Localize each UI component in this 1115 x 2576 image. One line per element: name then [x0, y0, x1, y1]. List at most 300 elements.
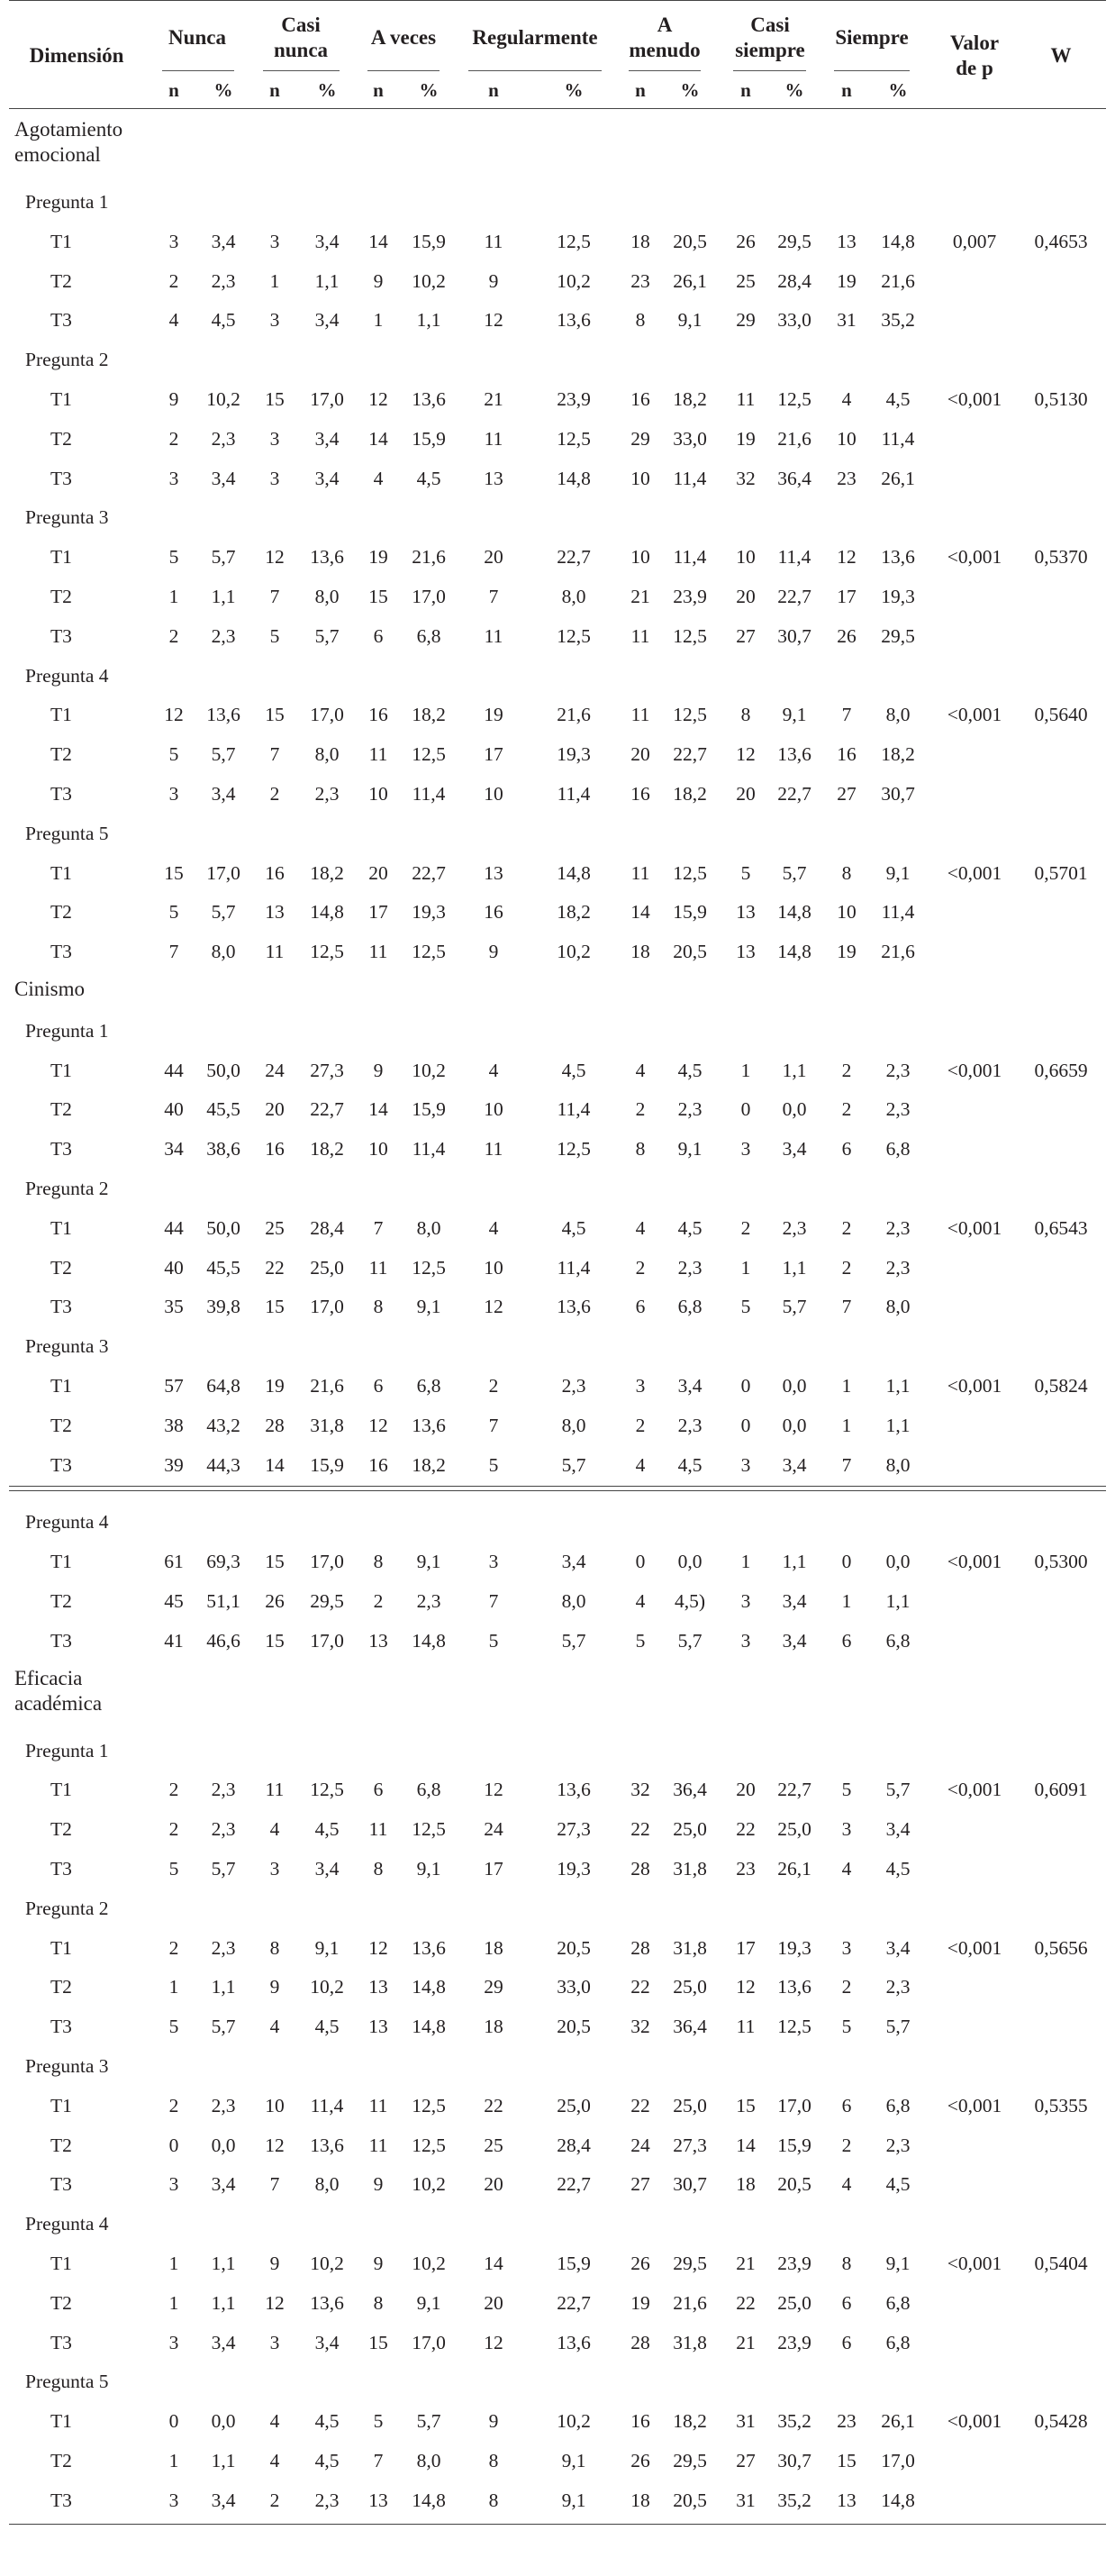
cell-percent: 12,5 [412, 2134, 446, 2156]
cell-w: 0,6543 [1034, 1216, 1088, 1239]
question-label: Pregunta 2 [25, 1897, 109, 1919]
cell-percent: 9,1 [561, 2489, 586, 2511]
cell-n: 16 [368, 1453, 388, 1476]
cell-percent: 5,7 [211, 901, 236, 924]
cell-n: 9 [373, 2173, 384, 2196]
cell-percent: 45,5 [206, 1256, 240, 1279]
time-label: T1 [50, 1059, 72, 1081]
cell-percent: 13,6 [881, 546, 915, 569]
table-row [9, 1366, 1106, 1406]
cell-percent: 31,8 [673, 1858, 707, 1880]
cell-percent: 20,5 [673, 941, 707, 963]
cell-percent: 12,5 [777, 2016, 811, 2038]
cell-percent: 1,1 [782, 1551, 807, 1573]
time-label: T3 [50, 783, 72, 805]
cell-n: 0 [168, 2410, 179, 2433]
cell-percent: 9,1 [314, 1936, 340, 1959]
cell-percent: 5,7 [211, 743, 236, 766]
dimension-label [14, 977, 85, 1002]
cell-percent: 9,1 [677, 1138, 703, 1161]
cell-n: 0 [740, 1375, 751, 1397]
time-label: T3 [50, 1629, 72, 1652]
cell-percent: 5,7 [782, 1296, 807, 1318]
table-row [9, 1621, 1106, 1661]
cell-n: 27 [736, 2450, 756, 2471]
cell-n: 5 [168, 2016, 179, 2038]
cell-percent: 6,8 [416, 624, 441, 647]
cell-n: 29 [736, 309, 756, 332]
table-row [9, 2480, 1106, 2520]
cell-percent: 22,7 [412, 861, 446, 884]
cell-p-value: <0,001 [947, 1779, 1002, 1801]
cell-n: 8 [841, 2253, 852, 2274]
cell-n: 15 [164, 861, 184, 884]
time-label: T2 [50, 586, 72, 607]
cell-percent: 14,8 [557, 861, 591, 884]
header-n: n [635, 79, 646, 101]
cell-w: 0,5640 [1034, 704, 1088, 726]
cell-n: 28 [630, 1936, 650, 1959]
cell-percent: 9,1 [561, 2450, 586, 2471]
cell-n: 17 [484, 743, 503, 766]
cell-n: 18 [630, 941, 650, 963]
cell-n: 4 [841, 388, 852, 410]
cell-percent: 10,2 [412, 1059, 446, 1081]
cell-percent: 2,3 [314, 783, 340, 805]
cell-n: 9 [373, 269, 384, 292]
cell-percent: 1,1 [211, 2450, 236, 2471]
dimension-line: Cinismo [14, 978, 85, 1000]
cell-percent: 12,5 [673, 624, 707, 647]
cell-n: 22 [265, 1256, 285, 1279]
cell-n: 13 [368, 1629, 388, 1652]
cell-percent: 9,1 [677, 309, 703, 332]
time-label: T2 [50, 1818, 72, 1841]
cell-percent: 9,1 [885, 2253, 911, 2274]
time-label: T1 [50, 1551, 72, 1573]
cell-percent: 10,2 [557, 941, 591, 963]
cell-percent: 2,3 [677, 1098, 703, 1121]
cell-n: 18 [630, 2489, 650, 2511]
cell-n: 19 [368, 546, 388, 569]
cell-percent: 10,2 [310, 2253, 344, 2274]
cell-n: 8 [488, 2489, 499, 2511]
cell-n: 2 [635, 1256, 646, 1279]
cell-n: 3 [269, 309, 280, 332]
cell-n: 2 [269, 783, 280, 805]
cell-percent: 13,6 [777, 743, 811, 766]
cell-percent: 3,4 [885, 1936, 911, 1959]
cell-n: 61 [164, 1551, 184, 1573]
cell-percent: 14,8 [310, 901, 344, 924]
cell-percent: 1,1 [416, 309, 441, 332]
cell-n: 16 [368, 704, 388, 726]
cell-n: 15 [837, 2450, 857, 2471]
cell-percent: 21,6 [673, 2291, 707, 2314]
cell-percent: 4,5 [314, 2410, 340, 2433]
cell-n: 5 [488, 1453, 499, 1476]
cell-n: 11 [484, 1138, 503, 1161]
cell-n: 7 [841, 1453, 852, 1476]
header-top-rule [9, 0, 1106, 1]
header-siempre [800, 25, 944, 50]
cell-percent: 11,4 [412, 1138, 446, 1161]
cell-n: 1 [841, 1414, 852, 1436]
cell-n: 11 [484, 427, 503, 450]
cell-percent: 9,1 [416, 2291, 441, 2314]
cell-n: 1 [373, 309, 384, 332]
time-label: T1 [50, 1375, 72, 1397]
cell-n: 15 [368, 2331, 388, 2353]
table-row [9, 2125, 1106, 2165]
cell-n: 23 [837, 467, 857, 489]
cell-percent: 28,4 [310, 1216, 344, 1239]
table-row [9, 734, 1106, 774]
cell-percent: 2,3 [885, 1059, 911, 1081]
cell-n: 24 [630, 2134, 650, 2156]
cell-percent: 13,6 [412, 388, 446, 410]
cell-n: 12 [837, 546, 857, 569]
time-label: T3 [50, 2016, 72, 2038]
cell-n: 26 [265, 1590, 285, 1612]
cell-n: 4 [168, 309, 179, 332]
cell-percent: 3,4 [314, 309, 340, 332]
time-label: T2 [50, 269, 72, 292]
cell-n: 31 [736, 2489, 756, 2511]
cell-n: 20 [368, 861, 388, 884]
cell-n: 23 [736, 1858, 756, 1880]
time-label: T2 [50, 2450, 72, 2471]
header-line: nunca [273, 39, 329, 61]
cell-p-value: <0,001 [947, 1059, 1002, 1081]
cell-percent: 15,9 [673, 901, 707, 924]
cell-n: 38 [164, 1414, 184, 1436]
cell-n: 4 [635, 1216, 646, 1239]
cell-n: 2 [841, 1216, 852, 1239]
cell-n: 5 [841, 1779, 852, 1801]
cell-percent: 33,0 [557, 1976, 591, 1998]
cell-w: 0,5824 [1034, 1375, 1088, 1397]
time-label: T1 [50, 2410, 72, 2433]
cell-n: 1 [740, 1551, 751, 1573]
cell-n: 3 [168, 2489, 179, 2511]
dimension-line: Agotamiento [14, 118, 123, 141]
cell-percent: 8,0 [211, 941, 236, 963]
cell-percent: 4,5 [314, 1818, 340, 1841]
cell-percent: 26,1 [673, 269, 707, 292]
cell-n: 2 [841, 1098, 852, 1121]
header-n: n [373, 79, 384, 101]
time-label: T3 [50, 941, 72, 963]
cell-n: 1 [168, 586, 179, 607]
cell-percent: 25,0 [777, 1818, 811, 1841]
time-label: T3 [50, 624, 72, 647]
cell-n: 24 [484, 1818, 503, 1841]
cell-n: 1 [740, 1059, 751, 1081]
cell-n: 11 [368, 1256, 388, 1279]
cell-n: 7 [373, 1216, 384, 1239]
cell-n: 44 [164, 1059, 184, 1081]
header-group-underline [629, 70, 701, 71]
cell-n: 4 [841, 2173, 852, 2196]
cell-percent: 22,7 [557, 2291, 591, 2314]
cell-percent: 3,4 [314, 467, 340, 489]
time-label: T3 [50, 309, 72, 332]
cell-n: 3 [740, 1590, 751, 1612]
cell-n: 35 [164, 1296, 184, 1318]
cell-n: 3 [488, 1551, 499, 1573]
cell-n: 3 [635, 1375, 646, 1397]
cell-n: 13 [368, 2489, 388, 2511]
cell-percent: 3,4 [211, 2331, 236, 2353]
time-label: T1 [50, 2094, 72, 2116]
cell-percent: 8,0 [885, 704, 911, 726]
cell-percent: 2,3 [211, 1936, 236, 1959]
header-line: de p [956, 57, 993, 79]
cell-n: 5 [841, 2016, 852, 2038]
cell-percent: 2,3 [211, 269, 236, 292]
cell-percent: 13,6 [777, 1976, 811, 1998]
cell-percent: 5,7 [314, 624, 340, 647]
cell-percent: 17,0 [310, 704, 344, 726]
cell-percent: 0,0 [782, 1098, 807, 1121]
cell-percent: 2,3 [211, 1818, 236, 1841]
cell-percent: 1,1 [211, 2291, 236, 2314]
header-regularmente [463, 25, 607, 50]
cell-n: 22 [736, 2291, 756, 2314]
cell-percent: 4,5 [677, 1216, 703, 1239]
cell-percent: 10,2 [310, 1976, 344, 1998]
cell-percent: 33,0 [777, 309, 811, 332]
cell-n: 5 [269, 624, 280, 647]
cell-percent: 3,4 [885, 1818, 911, 1841]
cell-percent: 45,5 [206, 1098, 240, 1121]
time-label: T1 [50, 546, 72, 569]
cell-n: 2 [168, 2094, 179, 2116]
question-row [9, 182, 1106, 222]
cell-n: 10 [630, 546, 650, 569]
cell-w: 0,6091 [1034, 1779, 1088, 1801]
cell-percent: 10,2 [412, 2253, 446, 2274]
cell-n: 26 [736, 230, 756, 252]
cell-n: 10 [265, 2094, 285, 2116]
cell-percent: 21,6 [881, 941, 915, 963]
cell-percent: 21,6 [310, 1375, 344, 1397]
cell-n: 27 [630, 2173, 650, 2196]
cell-percent: 15,9 [412, 230, 446, 252]
cell-percent: 2,3 [677, 1414, 703, 1436]
cell-percent: 10,2 [206, 388, 240, 410]
cell-n: 17 [484, 1858, 503, 1880]
cell-n: 28 [630, 2331, 650, 2353]
cell-percent: 29,5 [881, 624, 915, 647]
cell-n: 13 [368, 2016, 388, 2038]
question-row [9, 1889, 1106, 1928]
time-label: T3 [50, 2173, 72, 2196]
cell-percent: 22,7 [557, 2173, 591, 2196]
question-label: Pregunta 3 [25, 2055, 109, 2077]
cell-percent: 5,7 [782, 861, 807, 884]
cell-n: 10 [837, 901, 857, 924]
cell-n: 9 [488, 941, 499, 963]
table-row [9, 1770, 1106, 1809]
cell-p-value: <0,001 [947, 388, 1002, 410]
cell-percent: 1,1 [211, 2253, 236, 2274]
header-group-underline [162, 70, 234, 71]
cell-n: 15 [736, 2094, 756, 2116]
time-label: T3 [50, 2489, 72, 2511]
cell-n: 28 [630, 1858, 650, 1880]
cell-n: 11 [630, 624, 650, 647]
header-percent: % [680, 79, 700, 101]
cell-percent: 25,0 [557, 2094, 591, 2116]
table-row [9, 695, 1106, 734]
table-row [9, 1406, 1106, 1445]
cell-percent: 5,7 [416, 2410, 441, 2433]
cell-percent: 1,1 [782, 1256, 807, 1279]
question-row [9, 340, 1106, 379]
cell-n: 12 [368, 1936, 388, 1959]
cell-n: 5 [635, 1629, 646, 1652]
cell-n: 23 [630, 269, 650, 292]
cell-n: 6 [841, 2291, 852, 2314]
time-label: T2 [50, 2291, 72, 2314]
cell-percent: 2,3 [211, 427, 236, 450]
time-label: T2 [50, 1256, 72, 1279]
question-row [9, 1011, 1106, 1051]
cell-percent: 22,7 [310, 1098, 344, 1121]
time-label: T1 [50, 1216, 72, 1239]
cell-percent: 3,4 [782, 1629, 807, 1652]
table-row [9, 1967, 1106, 2007]
cell-n: 11 [736, 388, 756, 410]
table-row [9, 853, 1106, 893]
cell-n: 7 [841, 1296, 852, 1318]
header-n: n [488, 79, 499, 101]
cell-percent: 11,4 [881, 427, 915, 450]
cell-n: 7 [488, 1414, 499, 1436]
cell-n: 3 [740, 1453, 751, 1476]
cell-n: 2 [168, 624, 179, 647]
cell-percent: 18,2 [412, 704, 446, 726]
cell-percent: 13,6 [412, 1936, 446, 1959]
cell-n: 2 [373, 1590, 384, 1612]
cell-percent: 8,0 [885, 1453, 911, 1476]
time-label: T3 [50, 1453, 72, 1476]
cell-percent: 8,0 [885, 1296, 911, 1318]
cell-p-value: <0,001 [947, 546, 1002, 569]
table-row [9, 261, 1106, 301]
time-label: T2 [50, 1976, 72, 1998]
cell-percent: 21,6 [777, 427, 811, 450]
cell-n: 21 [736, 2331, 756, 2353]
cell-n: 22 [736, 1818, 756, 1841]
cell-n: 32 [630, 2016, 650, 2038]
table-row [9, 2441, 1106, 2480]
cell-percent: 12,5 [412, 2094, 446, 2116]
cell-n: 3 [269, 467, 280, 489]
cell-percent: 13,6 [310, 546, 344, 569]
cell-percent: 8,0 [561, 1590, 586, 1612]
cell-percent: 11,4 [881, 901, 915, 924]
cell-percent: 6,8 [885, 2291, 911, 2314]
cell-percent: 28,4 [557, 2134, 591, 2156]
cell-n: 19 [484, 704, 503, 726]
cell-percent: 4,5 [677, 1453, 703, 1476]
cell-percent: 4,5 [885, 2173, 911, 2196]
cell-percent: 20,5 [777, 2173, 811, 2196]
table-row [9, 379, 1106, 419]
header-line: siempre [735, 39, 805, 61]
cell-percent: 15,9 [412, 1098, 446, 1121]
cell-n: 6 [841, 2094, 852, 2116]
time-label: T3 [50, 1138, 72, 1161]
cell-n: 3 [269, 1858, 280, 1880]
cell-percent: 11,4 [557, 783, 591, 805]
cell-percent: 21,6 [557, 704, 591, 726]
cell-percent: 46,6 [206, 1629, 240, 1652]
cell-n: 2 [168, 269, 179, 292]
cell-percent: 3,4 [211, 467, 236, 489]
table-row [9, 1928, 1106, 1968]
cell-percent: 0,0 [211, 2134, 236, 2156]
cell-percent: 6,8 [416, 1779, 441, 1801]
cell-percent: 17,0 [310, 388, 344, 410]
cell-percent: 4,5 [211, 309, 236, 332]
cell-n: 15 [265, 388, 285, 410]
cell-percent: 14,8 [881, 230, 915, 252]
cell-percent: 1,1 [782, 1059, 807, 1081]
header-p-value [925, 31, 1024, 81]
header-line: Valor [949, 32, 1000, 54]
cell-percent: 3,4 [782, 1590, 807, 1612]
cell-n: 11 [736, 2016, 756, 2038]
cell-n: 1 [841, 1590, 852, 1612]
cell-n: 8 [373, 2291, 384, 2314]
cell-percent: 5,7 [211, 2016, 236, 2038]
cell-n: 19 [736, 427, 756, 450]
cell-percent: 13,6 [557, 1779, 591, 1801]
cell-n: 26 [630, 2450, 650, 2471]
cell-percent: 3,4 [211, 2489, 236, 2511]
table-row [9, 1445, 1106, 1485]
header-group-underline [468, 70, 602, 71]
cell-percent: 12,5 [557, 230, 591, 252]
header-group-underline [263, 70, 340, 71]
cell-n: 12 [164, 704, 184, 726]
cell-percent: 13,6 [310, 2291, 344, 2314]
cell-n: 26 [837, 624, 857, 647]
cell-p-value: <0,001 [947, 2410, 1002, 2433]
cell-n: 5 [740, 861, 751, 884]
header-line: Casi [281, 14, 321, 36]
cell-n: 12 [484, 1779, 503, 1801]
cell-n: 20 [736, 783, 756, 805]
cell-n: 12 [484, 1296, 503, 1318]
cell-n: 6 [841, 1138, 852, 1161]
cell-n: 7 [269, 743, 280, 766]
cell-percent: 25,0 [673, 2094, 707, 2116]
header-n: n [168, 79, 179, 101]
cell-percent: 11,4 [310, 2094, 344, 2116]
cell-n: 26 [630, 2253, 650, 2274]
cell-n: 13 [837, 2489, 857, 2511]
cell-percent: 17,0 [310, 1629, 344, 1652]
header-n: n [841, 79, 852, 101]
header-a-veces [331, 25, 476, 50]
cell-n: 10 [736, 546, 756, 569]
cell-n: 20 [736, 1779, 756, 1801]
